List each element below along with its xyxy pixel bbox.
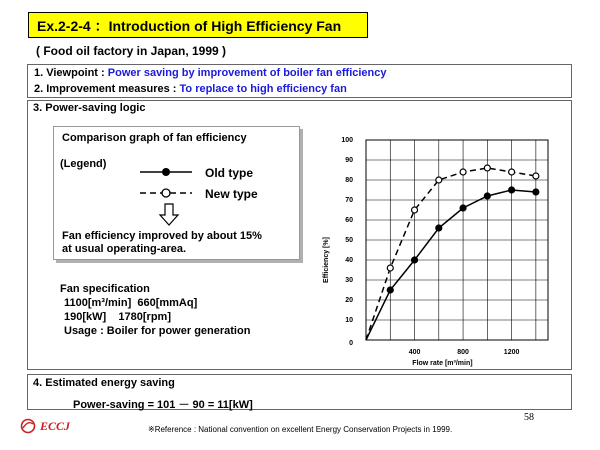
y-tick-label: 10	[345, 317, 353, 324]
y-tick-label: 40	[345, 257, 353, 264]
y-axis-label: Efficiency [%]	[323, 237, 330, 283]
data-point-new-type	[509, 169, 515, 175]
legend-label: (Legend)	[60, 158, 107, 170]
legend-old-type: Old type	[205, 166, 254, 180]
data-point-new-type	[387, 265, 393, 271]
legend-new-marker	[162, 189, 170, 197]
data-point-old-type	[509, 187, 515, 193]
improvement-note-line1: Fan efficiency improved by about 15%	[62, 230, 262, 242]
subtitle: ( Food oil factory in Japan, 1999 )	[36, 44, 227, 58]
page-number: 58	[524, 412, 534, 423]
legend-symbols	[130, 160, 200, 205]
eccj-logo	[20, 418, 70, 434]
logic-title: 3. Power-saving logic	[33, 102, 146, 114]
saving-formula: Power-saving = 101 － 90 = 11[kW]	[73, 399, 253, 411]
summary-box	[27, 64, 572, 98]
improvement-line	[34, 83, 347, 95]
data-point-old-type	[412, 257, 418, 263]
data-point-new-type	[436, 177, 442, 183]
x-tick-label: 1200	[503, 349, 520, 356]
data-point-old-type	[533, 189, 539, 195]
viewpoint-text: Power saving by improvement of boiler fan efficiency	[107, 67, 387, 79]
viewpoint-line	[34, 67, 387, 79]
improvement-note-line2: at usual operating-area.	[62, 243, 187, 255]
comparison-title: Comparison graph of fan efficiency	[62, 132, 247, 144]
y-tick-label: 30	[345, 277, 353, 284]
improvement-note	[62, 230, 262, 256]
fan-spec-line2: 190[kW] 1780[rpm]	[64, 311, 171, 323]
fan-spec-line1: 1100[m³/min] 660[mmAq]	[64, 297, 198, 309]
data-point-new-type	[460, 169, 466, 175]
y-tick-label: 100	[341, 137, 353, 144]
improvement-text: To replace to high efficiency fan	[179, 83, 347, 95]
efficiency-chart	[310, 128, 560, 368]
data-point-old-type	[460, 205, 466, 211]
data-point-new-type	[412, 207, 418, 213]
reference-note: ※Reference : National convention on excellent Energy Conservation Projects in 1999.	[148, 425, 453, 434]
y-tick-label: 50	[345, 237, 353, 244]
y-tick-label: 90	[345, 157, 353, 164]
x-tick-label: 800	[457, 349, 469, 356]
fan-spec	[60, 282, 250, 338]
data-point-old-type	[484, 193, 490, 199]
origin-label: 0	[349, 340, 353, 347]
y-tick-label: 70	[345, 197, 353, 204]
eccj-logo-icon	[20, 418, 36, 434]
improvement-label: 2. Improvement measures :	[34, 83, 180, 95]
x-axis-label: Flow rate [m³/min]	[412, 360, 473, 367]
y-tick-label: 80	[345, 177, 353, 184]
data-point-new-type	[533, 173, 539, 179]
page-title: Ex.2-2-4 ：Introduction of High Efficiency Fan	[28, 12, 368, 38]
saving-title: 4. Estimated energy saving	[33, 377, 175, 389]
legend-new-type: New type	[205, 187, 258, 201]
fan-spec-line3: Usage : Boiler for power generation	[64, 325, 251, 337]
y-tick-label: 60	[345, 217, 353, 224]
data-point-new-type	[484, 165, 490, 171]
eccj-logo-text: ECCJ	[40, 418, 71, 433]
data-point-old-type	[387, 287, 393, 293]
fan-spec-title: Fan specification	[60, 283, 150, 295]
data-point-old-type	[436, 225, 442, 231]
y-tick-label: 20	[345, 297, 353, 304]
down-arrow-icon	[158, 203, 180, 227]
legend-old-marker	[162, 168, 170, 176]
viewpoint-label: 1. Viewpoint :	[34, 67, 108, 79]
x-tick-label: 400	[408, 349, 421, 356]
